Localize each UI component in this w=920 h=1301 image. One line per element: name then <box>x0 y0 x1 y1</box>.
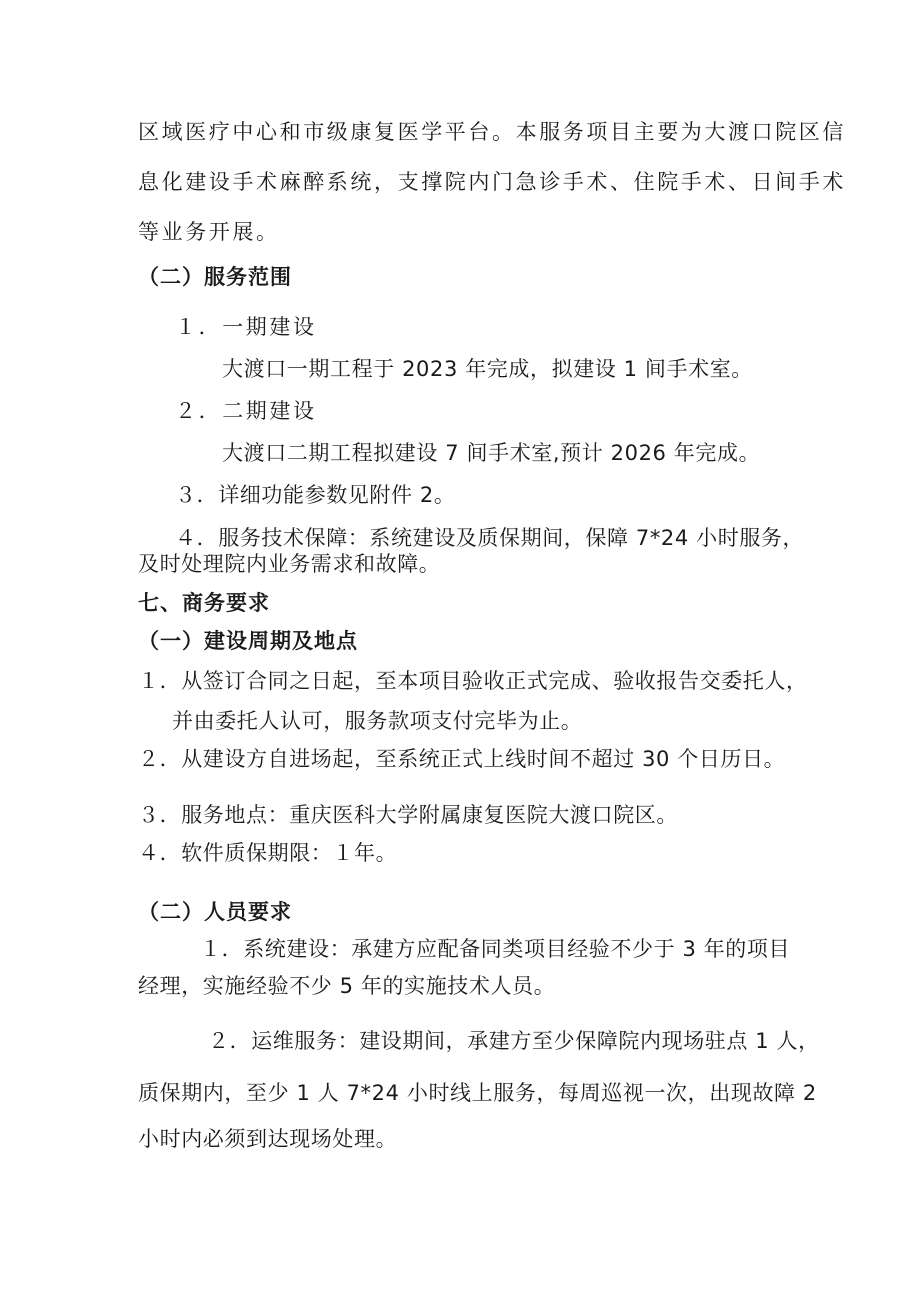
scope-item-1-title: １．一期建设 <box>175 315 317 339</box>
period-item-4: ４．软件质保期限：１年。 <box>138 841 398 865</box>
scope-item-2-text: 大渡口二期工程拟建设 7 间手术室,预计 2026 年完成。 <box>222 441 761 465</box>
period-item-1-line-2: 并由委托人认可，服务款项支付完毕为止。 <box>172 709 583 733</box>
personnel-item-2-line-3: 小时内必须到达现场处理。 <box>138 1127 398 1151</box>
personnel-item-2-line-1: ２．运维服务：建设期间，承建方至少保障院内现场驻点 1 人， <box>208 1029 820 1053</box>
service-scope-heading: （二）服务范围 <box>138 265 292 289</box>
business-heading: 七、商务要求 <box>138 591 270 615</box>
personnel-item-2-line-2: 质保期内，至少 1 人 7*24 小时线上服务，每周巡视一次，出现故障 2 <box>138 1081 817 1105</box>
personnel-heading: （二）人员要求 <box>138 900 292 924</box>
intro-line-1: 区域医疗中心和市级康复医学平台。本服务项目主要为大渡口院区信 <box>138 120 846 144</box>
personnel-item-1-line-2: 经理，实施经验不少 5 年的实施技术人员。 <box>138 974 556 998</box>
scope-item-3: ３．详细功能参数见附件 2。 <box>175 483 456 507</box>
period-item-3: ３．服务地点：重庆医科大学附属康复医院大渡口院区。 <box>138 803 678 827</box>
period-item-1-line-1: １．从签订合同之日起，至本项目验收正式完成、验收报告交委托人， <box>138 669 808 693</box>
scope-item-4-line-2: 及时处理院内业务需求和故障。 <box>138 552 441 576</box>
scope-item-2-title: ２．二期建设 <box>175 399 317 423</box>
scope-item-4-line-1: ４．服务技术保障：系统建设及质保期间，保障 7*24 小时服务， <box>175 526 805 550</box>
personnel-item-1-line-1: １．系统建设：承建方应配备同类项目经验不少于 3 年的项目 <box>200 937 791 961</box>
scope-item-1-text: 大渡口一期工程于 2023 年完成，拟建设 1 间手术室。 <box>222 357 753 381</box>
intro-line-3: 等业务开展。 <box>138 220 280 244</box>
intro-line-2: 息化建设手术麻醉系统，支撑院内门急诊手术、住院手术、日间手术 <box>138 170 846 194</box>
period-heading: （一）建设周期及地点 <box>138 629 358 653</box>
period-item-2: ２．从建设方自进场起，至系统正式上线时间不超过 30 个日历日。 <box>138 747 786 771</box>
